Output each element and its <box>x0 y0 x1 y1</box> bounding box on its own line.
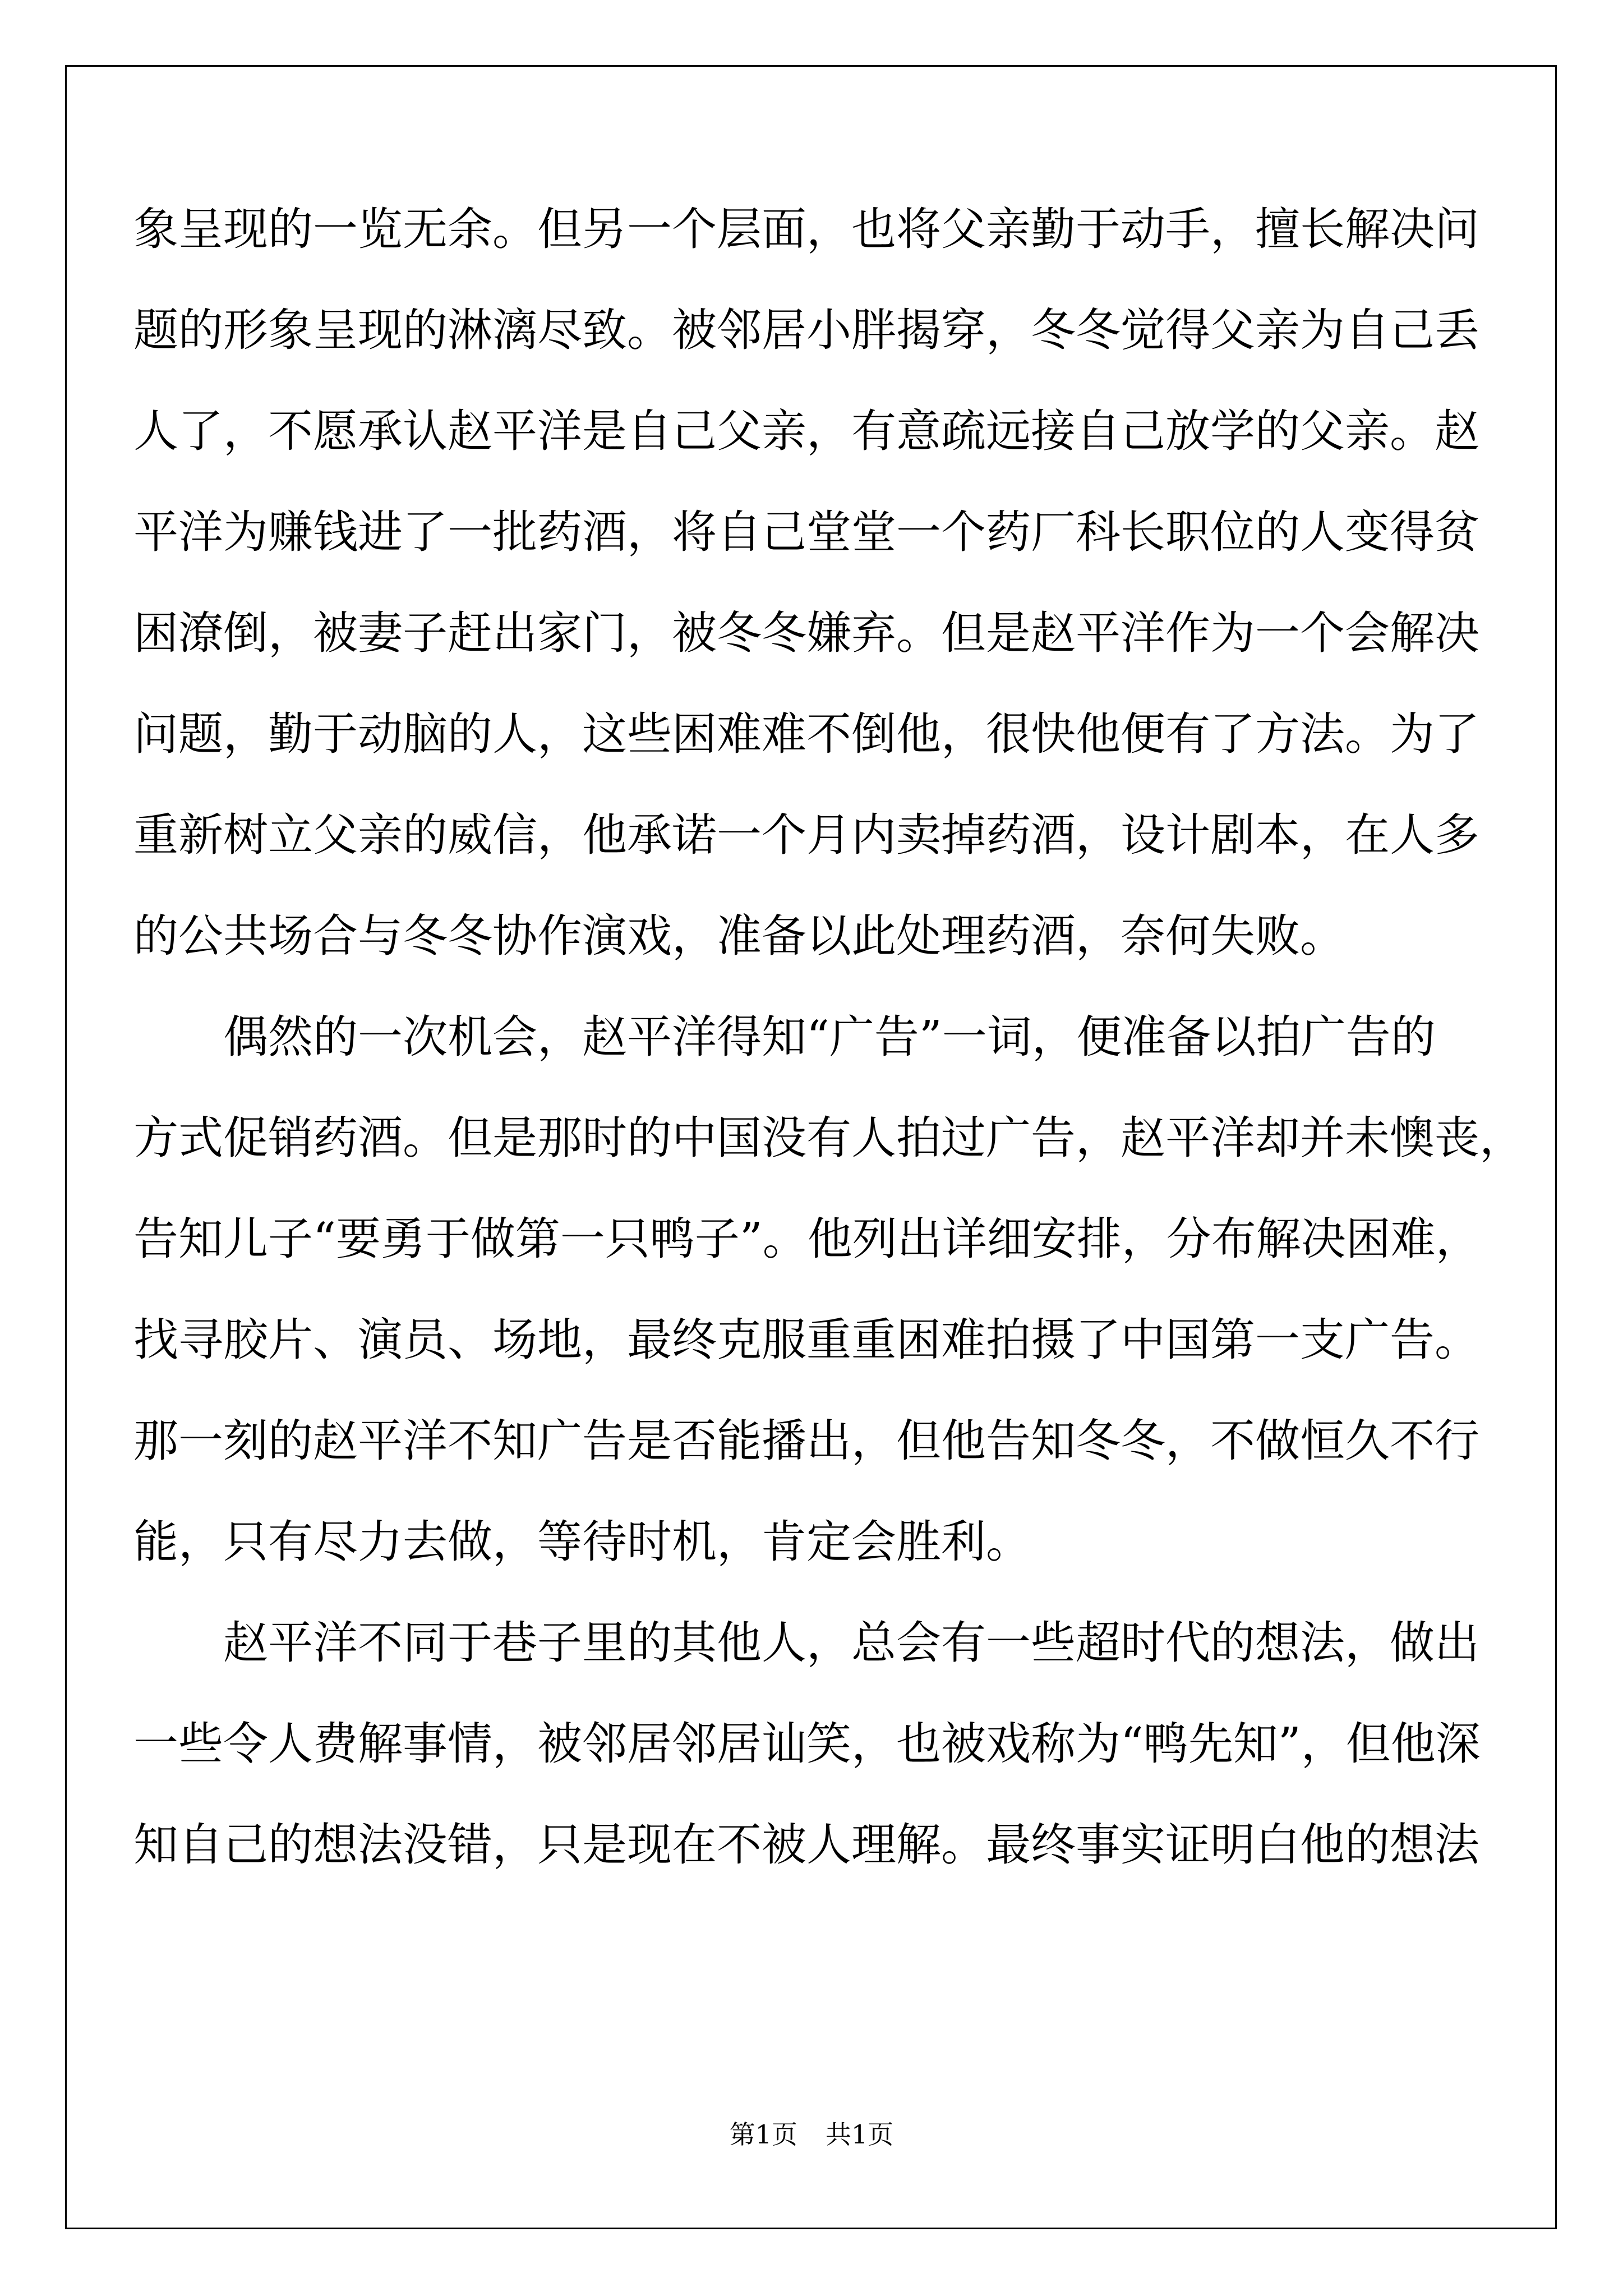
text-line: 平洋为赚钱进了一批药酒，将自己堂堂一个药厂科长职位的人变得贫 <box>133 506 1479 558</box>
text-line: 知自己的想法没错，只是现在不被人理解。最终事实证明白他的想法 <box>133 1819 1479 1871</box>
text-line: 象呈现的一览无余。但另一个层面，也将父亲勤于动手，擅长解决问 <box>133 203 1479 255</box>
text-line: 能，只有尽力去做，等待时机，肯定会胜利。 <box>133 1516 1031 1568</box>
text-line: 告知儿子“要勇于做第一只鸭子”。他列出详细安排，分布解决困难， <box>133 1213 1481 1265</box>
text-line: 人了，不愿承认赵平洋是自己父亲，有意疏远接自己放学的父亲。赵 <box>133 405 1479 457</box>
text-line: 的公共场合与冬冬协作演戏，准备以此处理药酒，奈何失败。 <box>133 910 1345 962</box>
text-line: 重新树立父亲的威信，他承诺一个月内卖掉药酒，设计剧本，在人多 <box>133 809 1479 861</box>
page-footer <box>0 2120 1623 2148</box>
page-total: 共1页 <box>826 2119 894 2150</box>
page-number: 第1页 <box>729 2119 797 2150</box>
text-line: 那一刻的赵平洋不知广告是否能播出，但他告知冬冬，不做恒久不行 <box>133 1415 1479 1467</box>
paragraph-start-line: 赵平洋不同于巷子里的其他人，总会有一些超时代的想法，做出 <box>223 1617 1479 1669</box>
text-line: 找寻胶片、演员、场地，最终克服重重困难拍摄了中国第一支广告。 <box>133 1314 1479 1366</box>
text-line: 题的形象呈现的淋漓尽致。被邻居小胖揭穿，冬冬觉得父亲为自己丢 <box>133 304 1479 356</box>
text-line: 困潦倒，被妻子赶出家门，被冬冬嫌弃。但是赵平洋作为一个会解决 <box>133 607 1479 659</box>
text-line: 问题，勤于动脑的人，这些困难难不倒他，很快他便有了方法。为了 <box>133 708 1479 760</box>
text-line: 一些令人费解事情，被邻居邻居讪笑，也被戏称为“鸭先知”，但他深 <box>133 1718 1481 1770</box>
document-body <box>133 203 1524 1924</box>
text-line: 方式促销药酒。但是那时的中国没有人拍过广告，赵平洋却并未懊丧， <box>133 1112 1524 1164</box>
paragraph-start-line: 偶然的一次机会，赵平洋得知“广告”一词，便准备以拍广告的 <box>223 1011 1436 1063</box>
